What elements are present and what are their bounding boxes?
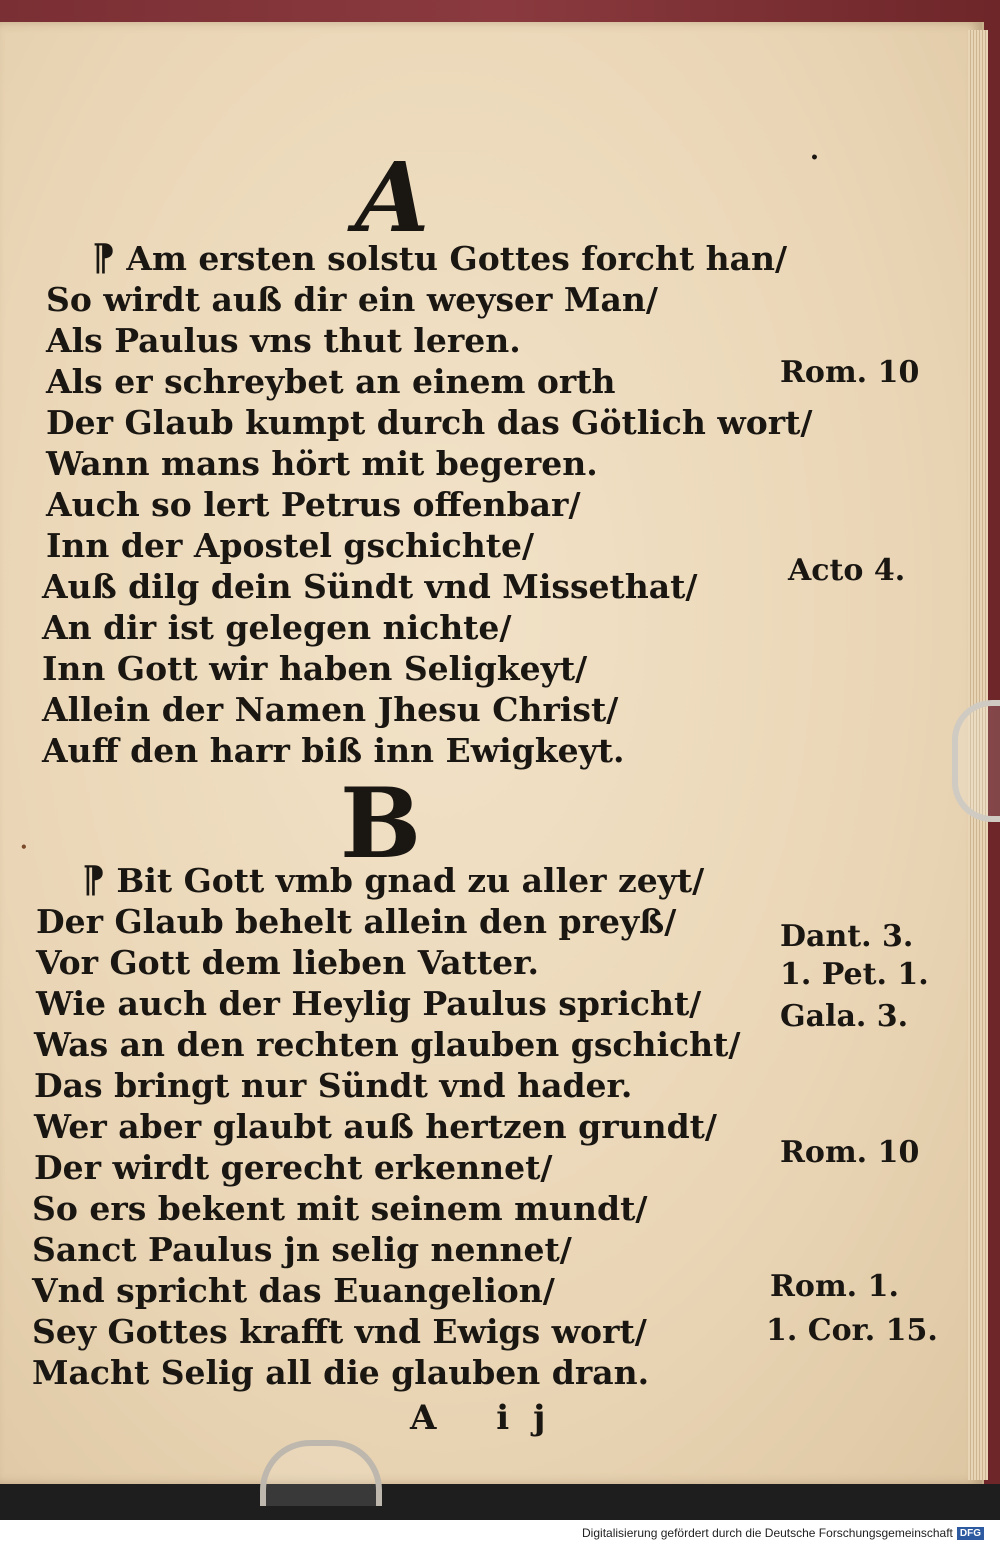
page-clip-right	[952, 700, 1000, 822]
verse-section-a	[30, 237, 813, 771]
paragraph-mark: ⁋	[92, 237, 115, 279]
verse-line	[30, 860, 730, 901]
verse-line: Sanct Paulus jn selig nennet/	[32, 1230, 572, 1269]
verse-line: Das bringt nur Sündt vnd hader.	[34, 1066, 633, 1105]
initial-letter-b: B	[340, 767, 422, 880]
verse-line: An dir ist gelegen nichte/	[42, 608, 512, 647]
dot-ornament: •	[810, 150, 819, 166]
verse-line: Als Paulus vns thut leren.	[46, 321, 521, 360]
margin-note: Rom. 10	[780, 355, 920, 390]
margin-note: Acto 4.	[788, 553, 906, 588]
signature-mark: A ij	[410, 1398, 570, 1438]
verse-line: Auch so lert Petrus offenbar/	[46, 485, 581, 524]
verse-line: Auß dilg dein Sündt vnd Missethat/	[42, 567, 698, 606]
verse-line: Der Glaub kumpt durch das Götlich wort/	[46, 403, 813, 442]
footer-credit	[578, 1523, 988, 1543]
verse-line: Wann mans hört mit begeren.	[46, 444, 598, 483]
verse-line: Wer aber glaubt auß hertzen grundt/	[34, 1107, 717, 1146]
verse-line-text: Am ersten solstu Gottes forcht han/	[126, 239, 788, 278]
verse-line: Vnd spricht das Euangelion/	[32, 1271, 555, 1310]
ink-spot: •	[20, 840, 28, 854]
verse-line: Allein der Namen Jhesu Christ/	[42, 690, 619, 729]
margin-note: 1. Cor. 15.	[766, 1313, 938, 1348]
verse-line: Als er schreybet an einem orth	[46, 362, 616, 401]
verse-line: Inn der Apostel gschichte/	[46, 526, 535, 565]
margin-note: Rom. 1.	[770, 1269, 899, 1304]
verse-line: So wirdt auß dir ein weyser Man/	[46, 280, 658, 319]
verse-line: Sey Gottes krafft vnd Ewigs wort/	[32, 1312, 647, 1351]
paragraph-mark: ⁋	[82, 859, 105, 901]
margin-note: Rom. 10	[780, 1135, 920, 1170]
verse-line: Inn Gott wir haben Seligkeyt/	[42, 649, 588, 688]
verse-line	[30, 237, 788, 279]
verse-line: Was an den rechten glauben gschicht/	[34, 1025, 741, 1064]
verse-line: Auff den harr biß inn Ewigkeyt.	[42, 731, 625, 770]
dfg-logo: DFG	[957, 1527, 984, 1540]
margin-note: Gala. 3.	[780, 999, 909, 1034]
credit-text: Digitalisierung gefördert durch die Deutsche Forschungsgemeinschaft	[582, 1526, 953, 1540]
verse-line: Der Glaub behelt allein den preyß/	[36, 902, 677, 941]
margin-note: Dant. 3.	[780, 919, 914, 954]
verse-section-b	[30, 859, 741, 1393]
verse-line: Wie auch der Heylig Paulus spricht/	[36, 984, 702, 1023]
initial-letter-a: A	[343, 141, 442, 254]
verse-line: Macht Selig all die glauben dran.	[32, 1353, 650, 1392]
verse-line-text: Bit Gott vmb gnad zu aller zeyt/	[116, 861, 705, 900]
verse-line: Vor Gott dem lieben Vatter.	[36, 943, 540, 982]
verse-line: Der wirdt gerecht erkennet/	[34, 1148, 553, 1187]
margin-note: 1. Pet. 1.	[780, 957, 929, 992]
verse-line: So ers bekent mit seinem mundt/	[32, 1189, 648, 1228]
